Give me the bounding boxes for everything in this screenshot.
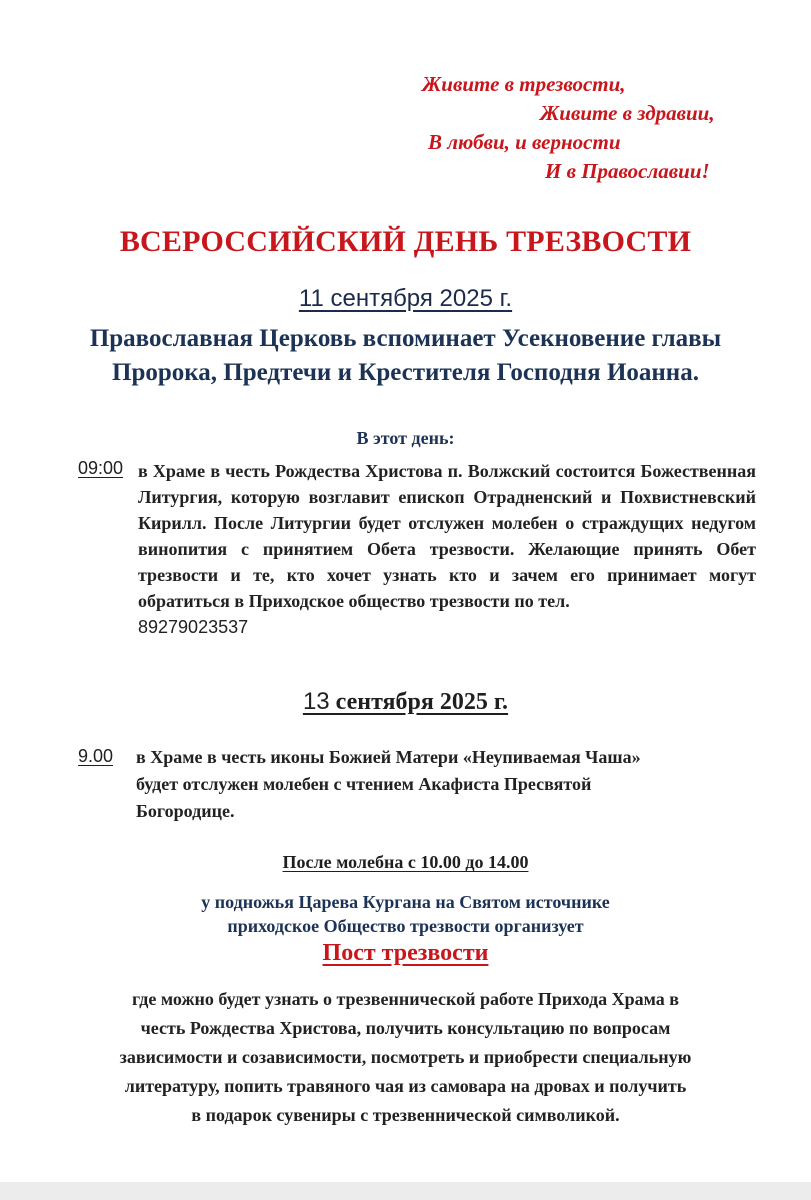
event-time: 09:00 <box>78 458 124 478</box>
first-date-heading <box>0 285 811 313</box>
second-date-heading <box>0 688 811 716</box>
this-day-label: В этот день: <box>356 428 455 448</box>
event-description <box>136 744 758 825</box>
poem-line: Живите в трезвости, <box>422 72 626 96</box>
event-line: Богородице. <box>136 801 235 821</box>
event-text: в Храме в честь Рождества Христова п. Волжский состоится Божественная Литургия, которую возглавит епископ Отрадненский и Похвистневский Кирилл. После Литургии будет отслужен молебен о страждущих недугом винопития с принятием Обета трезвости. Желающие принять Обет трезвости и те, кто хочет узнать кто и зачем его принимает могут обратиться в Приходское общество трезвости по тел. <box>138 461 756 611</box>
second-date-rest: сентября 2025 г. <box>329 689 509 715</box>
closing-line: в подарок сувениры с трезвеннической символикой. <box>191 1105 620 1125</box>
closing-line: литературу, попить травяного чая из самовара на дровах и получить <box>124 1076 687 1096</box>
closing-line: где можно будет узнать о трезвеннической работе Прихода Храма в <box>132 989 679 1009</box>
page-title: ВСЕРОССИЙСКИЙ ДЕНЬ ТРЕЗВОСТИ <box>119 225 692 258</box>
second-date-day: 13 <box>302 688 330 715</box>
sobriety-post-title: Пост трезвости <box>322 940 489 966</box>
bottom-edge <box>0 1182 811 1200</box>
poem-line: В любви, и верности <box>428 130 621 154</box>
second-date-text <box>303 689 508 715</box>
location-line: у подножья Царева Кургана на Святом источнике <box>201 892 610 912</box>
location-line: приходское Общество трезвости организует <box>227 916 584 936</box>
after-moleben-time: После молебна с 10.00 до 14.00 <box>282 852 529 872</box>
event-time: 9.00 <box>78 746 114 766</box>
poem-line: Живите в здравии, <box>540 101 715 125</box>
event-line: в Храме в честь иконы Божией Матери «Неупиваемая Чаша» <box>136 747 641 767</box>
poem-line: И в Православии! <box>545 159 710 183</box>
commemoration-line: Православная Церковь вспоминает Усекновение главы <box>89 325 722 352</box>
event-line: будет отслужен молебен с чтением Акафиста Пресвятой <box>136 774 592 794</box>
first-date-text: 11 сентября 2025 г. <box>298 285 513 312</box>
closing-line: зависимости и созависимости, посмотреть и приобрести специальную <box>119 1047 692 1067</box>
closing-line: честь Рождества Христова, получить консультацию по вопросам <box>140 1018 671 1038</box>
closing-paragraph <box>40 985 771 1130</box>
phone-number: 89279023537 <box>138 617 249 637</box>
location-text <box>0 890 811 938</box>
poem-epigraph <box>380 70 760 186</box>
commemoration-text <box>0 322 811 390</box>
commemoration-line: Пророка, Предтечи и Крестителя Господня Иоанна. <box>112 359 699 386</box>
event-description <box>138 458 756 640</box>
